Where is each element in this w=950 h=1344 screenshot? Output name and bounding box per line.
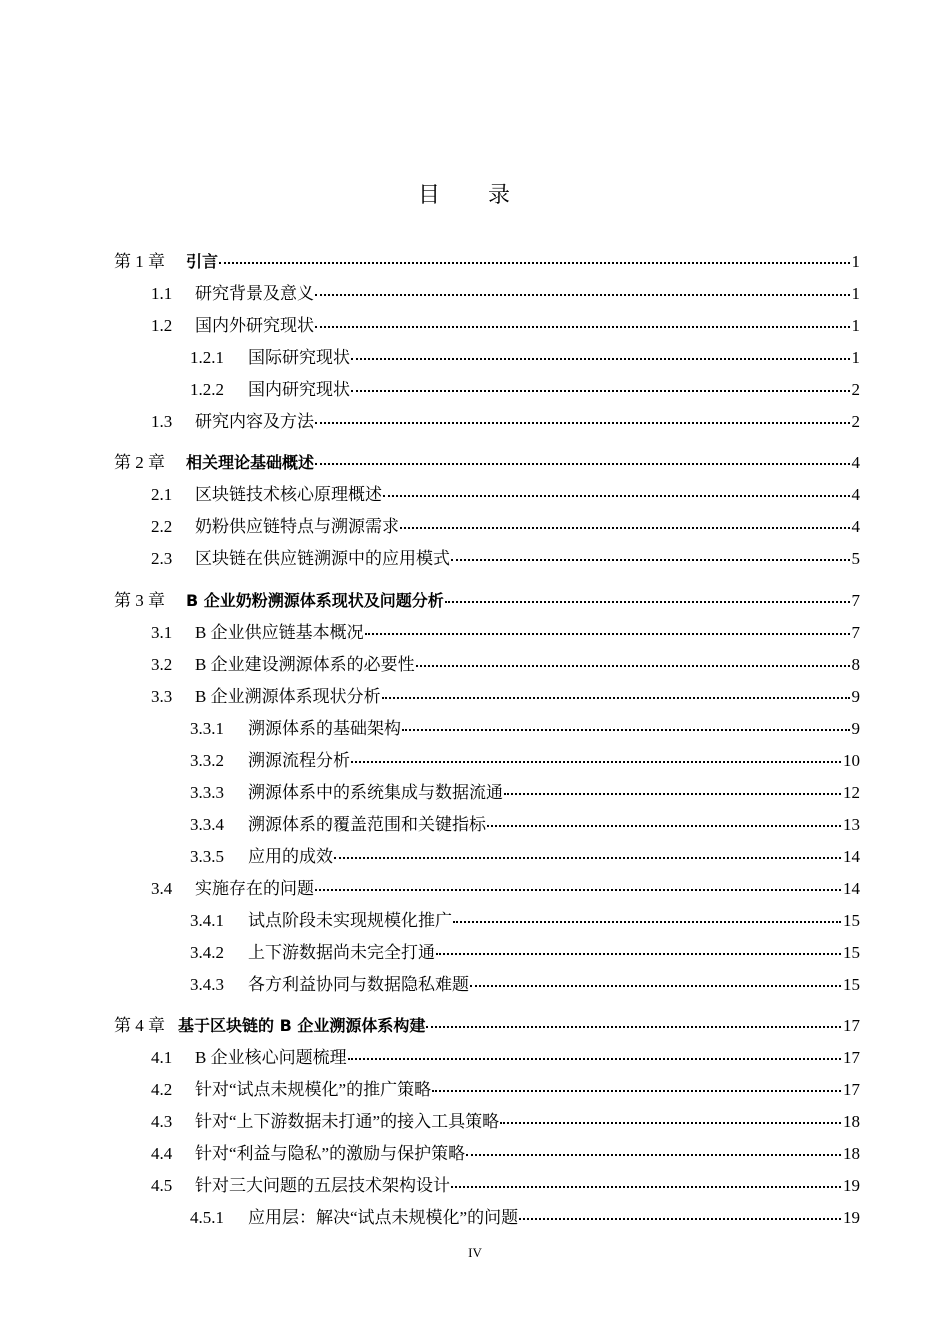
toc-entry-page: 12 (843, 783, 860, 802)
toc-subsection-entry[interactable] (190, 346, 860, 370)
toc-entry-page: 17 (843, 1048, 860, 1067)
toc-entry-title: B 企业供应链基本概况 (195, 623, 364, 642)
toc-dot-leader (436, 952, 841, 955)
toc-entry-number: 2.3 (151, 549, 173, 568)
toc-dot-leader (315, 888, 841, 891)
toc-entry-page: 1 (851, 252, 860, 271)
toc-section-entry[interactable] (151, 621, 860, 645)
toc-dot-leader (334, 856, 841, 859)
toc-entry-page: 15 (843, 975, 860, 994)
toc-entry-page: 1 (851, 348, 860, 367)
toc-dot-leader (402, 728, 850, 731)
toc-dot-leader (315, 325, 850, 328)
toc-section-entry[interactable] (151, 483, 860, 507)
toc-entry-number: 3.3.5 (190, 847, 224, 866)
toc-dot-leader (315, 462, 849, 465)
toc-subsection-entry[interactable] (190, 717, 860, 741)
toc-entry-title: 溯源流程分析 (248, 751, 350, 770)
toc-section-entry[interactable] (151, 1142, 860, 1166)
toc-dot-leader (451, 1185, 841, 1188)
toc-dot-leader (426, 1025, 841, 1028)
toc-entry-title: B 企业溯源体系现状分析 (195, 687, 381, 706)
toc-dot-leader (219, 261, 849, 264)
toc-entry-title: 引言 (186, 252, 219, 271)
toc-entry-title: 实施存在的问题 (195, 879, 314, 898)
toc-entry-page: 9 (851, 687, 860, 706)
toc-dot-leader (351, 389, 850, 392)
toc-entry-number: 4.4 (151, 1144, 173, 1163)
toc-dot-leader (487, 824, 841, 827)
toc-subsection-entry[interactable] (190, 781, 860, 805)
toc-entry-number: 3.4 (151, 879, 173, 898)
toc-section-entry[interactable] (151, 685, 860, 709)
page-number: IV (468, 1245, 482, 1260)
toc-entry-page: 17 (843, 1080, 860, 1099)
toc-entry-page: 1 (851, 284, 860, 303)
toc-section-entry[interactable] (151, 877, 860, 901)
toc-entry-number: 第 1 章 (114, 252, 165, 271)
toc-dot-leader (315, 293, 850, 296)
toc-entry-title: 针对“利益与隐私”的激励与保护策略 (195, 1144, 466, 1163)
toc-entry-page: 4 (851, 517, 860, 536)
page-title: 目录 (417, 182, 558, 207)
toc-dot-leader (432, 1089, 841, 1092)
toc-entry-number: 4.1 (151, 1048, 173, 1067)
toc-entry-page: 7 (851, 623, 860, 642)
toc-entry-title: 区块链技术核心原理概述 (195, 485, 382, 504)
toc-entry-title: 溯源体系的基础架构 (248, 719, 401, 738)
toc-dot-leader (400, 526, 850, 529)
toc-entry-page: 18 (843, 1144, 860, 1163)
toc-entry-page: 5 (851, 549, 860, 568)
toc-entry-number: 1.2.2 (190, 380, 224, 399)
toc-dot-leader (382, 696, 850, 699)
toc-entry-page: 18 (843, 1112, 860, 1131)
toc-entry-title: 奶粉供应链特点与溯源需求 (195, 517, 399, 536)
toc-entry-number: 第 4 章 (114, 1016, 165, 1035)
toc-section-entry[interactable] (151, 410, 860, 434)
toc-subsection-entry[interactable] (190, 973, 860, 997)
toc-entry-title: 国内研究现状 (248, 380, 350, 399)
toc-entry-number: 1.2 (151, 316, 173, 335)
toc-dot-leader (365, 632, 850, 635)
toc-dot-leader (466, 1153, 841, 1156)
toc-entry-number: 3.1 (151, 623, 173, 642)
toc-dot-leader (348, 1057, 841, 1060)
toc-entry-number: 1.1 (151, 284, 173, 303)
toc-entry-title: B 企业建设溯源体系的必要性 (195, 655, 415, 674)
toc-entry-page: 19 (843, 1208, 860, 1227)
toc-entry-title: 应用层：解决“试点未规模化”的问题 (248, 1208, 519, 1227)
toc-entry-number: 第 2 章 (114, 453, 165, 472)
toc-entry-number: 1.3 (151, 412, 173, 431)
toc-entry-page: 15 (843, 943, 860, 962)
toc-entry-number: 3.3.1 (190, 719, 224, 738)
toc-dot-leader (351, 357, 850, 360)
toc-entry-title: 溯源体系的覆盖范围和关键指标 (248, 815, 486, 834)
toc-section-entry[interactable] (151, 1110, 860, 1134)
toc-entry-title: 研究内容及方法 (195, 412, 314, 431)
toc-entry-page: 4 (851, 453, 860, 472)
toc-entry-page: 14 (843, 847, 860, 866)
toc-entry-number: 4.5 (151, 1176, 173, 1195)
toc-subsection-entry[interactable] (190, 909, 860, 933)
toc-subsection-entry[interactable] (190, 941, 860, 965)
toc-entry-number: 3.3.4 (190, 815, 224, 834)
toc-entry-number: 3.4.1 (190, 911, 224, 930)
toc-entry-number: 4.2 (151, 1080, 173, 1099)
toc-chapter-entry[interactable] (114, 451, 860, 475)
toc-dot-leader (519, 1217, 841, 1220)
toc-entry-number: 3.4.2 (190, 943, 224, 962)
toc-section-entry[interactable] (151, 1174, 860, 1198)
toc-section-entry[interactable] (151, 547, 860, 571)
toc-entry-number: 3.3.2 (190, 751, 224, 770)
toc-entry-number: 3.4.3 (190, 975, 224, 994)
toc-entry-title: 上下游数据尚未完全打通 (248, 943, 435, 962)
toc-section-entry[interactable] (151, 1046, 860, 1070)
toc-entry-number: 3.3.3 (190, 783, 224, 802)
toc-entry-title: 相关理论基础概述 (186, 453, 315, 472)
toc-dot-leader (453, 920, 841, 923)
toc-subsection-entry[interactable] (190, 845, 860, 869)
toc-subsection-entry[interactable] (190, 813, 860, 837)
toc-entry-number: 2.1 (151, 485, 173, 504)
toc-entry-page: 2 (851, 412, 860, 431)
toc-entry-title: 区块链在供应链溯源中的应用模式 (195, 549, 450, 568)
toc-dot-leader (351, 760, 841, 763)
toc-entry-title: 国际研究现状 (248, 348, 350, 367)
toc-dot-leader (500, 1121, 841, 1124)
toc-chapter-entry[interactable] (114, 250, 860, 274)
toc-entry-title: 基于区块链的 B 企业溯源体系构建 (178, 1016, 426, 1035)
toc-entry-page: 2 (851, 380, 860, 399)
toc-entry-title: 各方利益协同与数据隐私难题 (248, 975, 469, 994)
toc-entry-number: 3.3 (151, 687, 173, 706)
toc-chapter-entry[interactable] (114, 1014, 860, 1038)
toc-entry-page: 17 (843, 1016, 860, 1035)
toc-entry-title: 国内外研究现状 (195, 316, 314, 335)
toc-entry-number: 第 3 章 (114, 591, 165, 610)
toc-entry-page: 15 (843, 911, 860, 930)
toc-entry-page: 1 (851, 316, 860, 335)
toc-entry-page: 19 (843, 1176, 860, 1195)
toc-subsection-entry[interactable] (190, 749, 860, 773)
toc-dot-leader (470, 984, 841, 987)
toc-entry-number: 2.2 (151, 517, 173, 536)
toc-section-entry[interactable] (151, 515, 860, 539)
toc-section-entry[interactable] (151, 282, 860, 306)
toc-entry-title: 溯源体系中的系统集成与数据流通 (248, 783, 503, 802)
toc-entry-page: 4 (851, 485, 860, 504)
toc-dot-leader (451, 558, 850, 561)
toc-section-entry[interactable] (151, 314, 860, 338)
toc-subsection-entry[interactable] (190, 378, 860, 402)
toc-dot-leader (445, 600, 850, 603)
toc-dot-leader (383, 494, 850, 497)
toc-entry-page: 10 (843, 751, 860, 770)
toc-entry-page: 13 (843, 815, 860, 834)
toc-entry-title: 试点阶段未实现规模化推广 (248, 911, 452, 930)
toc-chapter-entry[interactable] (114, 589, 860, 613)
toc-entry-title: 针对三大问题的五层技术架构设计 (195, 1176, 450, 1195)
toc-entry-number: 1.2.1 (190, 348, 224, 367)
toc-dot-leader (416, 664, 850, 667)
toc-entry-title: 针对“上下游数据未打通”的接入工具策略 (195, 1112, 500, 1131)
toc-entry-title: B 企业奶粉溯源体系现状及问题分析 (186, 591, 444, 610)
toc-dot-leader (315, 421, 850, 424)
toc-entry-number: 3.2 (151, 655, 173, 674)
toc-entry-page: 9 (851, 719, 860, 738)
toc-entry-page: 7 (851, 591, 860, 610)
toc-section-entry[interactable] (151, 653, 860, 677)
toc-entry-page: 8 (851, 655, 860, 674)
toc-entry-title: 研究背景及意义 (195, 284, 314, 303)
toc-entry-page: 14 (843, 879, 860, 898)
toc-entry-title: B 企业核心问题梳理 (195, 1048, 347, 1067)
toc-entry-number: 4.3 (151, 1112, 173, 1131)
toc-entry-title: 针对“试点未规模化”的推广策略 (195, 1080, 432, 1099)
toc-subsection-entry[interactable] (190, 1206, 860, 1230)
toc-entry-title: 应用的成效 (248, 847, 333, 866)
toc-entry-number: 4.5.1 (190, 1208, 224, 1227)
toc-section-entry[interactable] (151, 1078, 860, 1102)
toc-dot-leader (504, 792, 841, 795)
